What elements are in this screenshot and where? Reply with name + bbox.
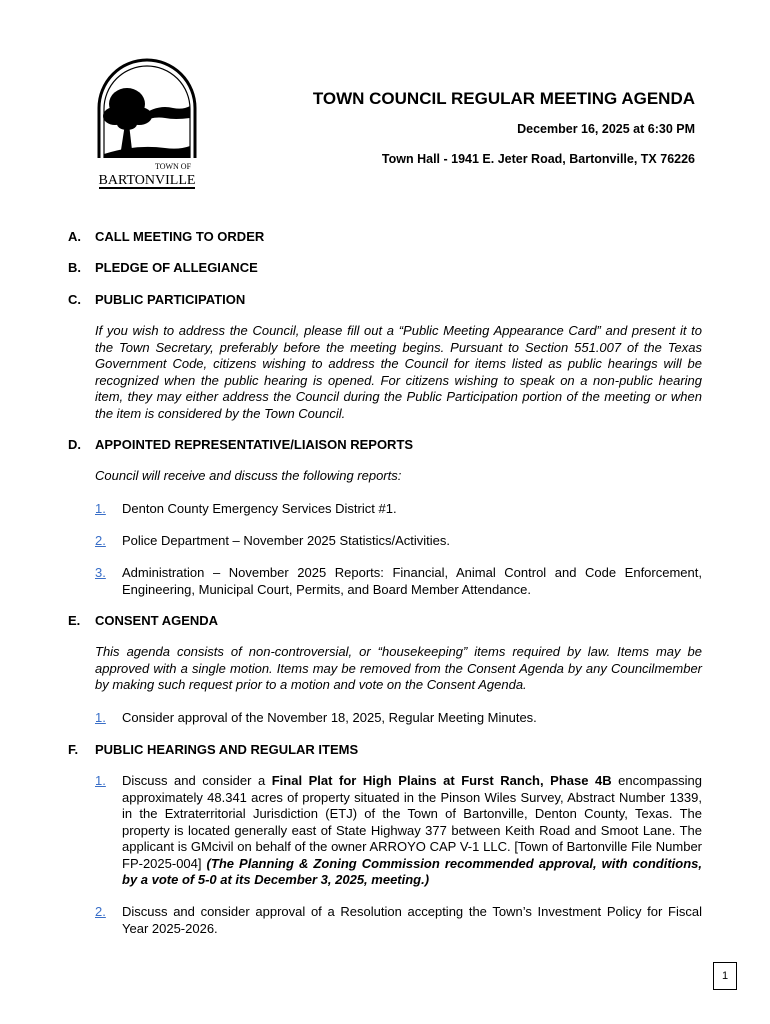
list-item <box>95 710 702 727</box>
section-f-heading <box>68 742 358 757</box>
item-text: Police Department – November 2025 Statistics/Activities. <box>122 533 451 548</box>
item-text-lead: Discuss and consider a <box>122 773 272 788</box>
section-title: APPOINTED REPRESENTATIVE/LIAISON REPORTS <box>95 437 414 452</box>
item-number-link[interactable]: 1. <box>95 773 106 788</box>
item-number-link[interactable]: 2. <box>95 533 106 548</box>
section-c-heading <box>68 292 245 307</box>
meeting-location: Town Hall - 1941 E. Jeter Road, Bartonville, TX 76226 <box>381 152 695 166</box>
item-text-body: encompassing approximately 48.341 acres of property situated in the Pinson Wiles Survey, Abstract Number 1339, in the Extraterritorial Jurisdiction (ETJ) of the Town of Bartonville, Denton County, Texas. The property is located generally east of State Highway 377 between Keith Road and Smoot Lane. The applicant is GMcivil on behalf of the owner ARROYO CAP V-1 LLC. [Town of Bartonville File Number FP-2025-004] <box>122 773 702 871</box>
list-item <box>95 773 702 889</box>
section-title: PUBLIC PARTICIPATION <box>95 292 246 307</box>
meeting-date: December 16, 2025 at 6:30 PM <box>517 122 695 136</box>
item-text: Denton County Emergency Services District #1. <box>122 501 397 516</box>
section-e-heading <box>68 613 218 628</box>
section-d-heading <box>68 437 413 452</box>
list-item <box>95 533 702 550</box>
section-b-heading <box>68 260 258 275</box>
section-letter: D. <box>68 437 81 452</box>
public-participation-text: If you wish to address the Council, please fill out a “Public Meeting Appearance Card” and present it to the Town Secretary, preferably before the meeting begins. Pursuant to Section 551.007 of the Texas Government Code, citizens wishing to address the Council for items listed as public hearings will be recognized when the public hearing is opened. For citizens wishing to speak on a non-public hearing item, they may either address the Council during the Public Participation portion of the meeting or when the item is considered by the Town Council. <box>95 323 702 421</box>
item-text <box>122 773 702 889</box>
section-letter: C. <box>68 292 81 307</box>
agenda-title: TOWN COUNCIL REGULAR MEETING AGENDA <box>312 89 695 108</box>
commission-recommendation: (The Planning & Zoning Commission recommended approval, with conditions, by a vote of 5-0 at its December 3, 2025, meeting.) <box>122 855 702 887</box>
list-item <box>95 904 702 937</box>
item-text: Discuss and consider approval of a Resolution accepting the Town’s Investment Policy for Fiscal Year 2025-2026. <box>122 904 702 936</box>
page-number: 1 <box>713 962 737 990</box>
section-title: CALL MEETING TO ORDER <box>95 229 265 244</box>
list-item <box>95 501 702 518</box>
consent-agenda-text: This agenda consists of non-controversial, or “housekeeping” items required by law. Items may be approved with a single motion. Items may be removed from the Consent Agenda by any Councilmember by making such request prior to a motion and vote on the Consent Agenda. <box>95 644 702 692</box>
item-number-link[interactable]: 1. <box>95 501 106 516</box>
item-text: Administration – November 2025 Reports: Financial, Animal Control and Code Enforcement, Engineering, Municipal Court, Permits, and Board Member Attendance. <box>122 565 702 597</box>
logo-line1: TOWN OF <box>154 162 192 171</box>
town-logo <box>95 58 199 190</box>
list-item <box>95 565 702 598</box>
section-title: PUBLIC HEARINGS AND REGULAR ITEMS <box>95 742 359 757</box>
section-title: CONSENT AGENDA <box>95 613 219 628</box>
reports-intro-text: Council will receive and discuss the following reports: <box>95 468 402 483</box>
section-letter: E. <box>68 613 81 628</box>
item-number-link[interactable]: 3. <box>95 565 106 580</box>
section-letter: A. <box>68 229 81 244</box>
section-letter: B. <box>68 260 81 275</box>
final-plat-title: Final Plat for High Plains at Furst Ranch, Phase 4B <box>271 773 612 788</box>
section-title: PLEDGE OF ALLEGIANCE <box>95 260 258 275</box>
section-a-heading <box>68 229 264 244</box>
section-letter: F. <box>68 742 79 757</box>
item-text: Consider approval of the November 18, 2025, Regular Meeting Minutes. <box>122 710 537 725</box>
item-number-link[interactable]: 2. <box>95 904 106 919</box>
item-number-link[interactable]: 1. <box>95 710 106 725</box>
logo-line2: BARTONVILLE <box>98 173 196 188</box>
